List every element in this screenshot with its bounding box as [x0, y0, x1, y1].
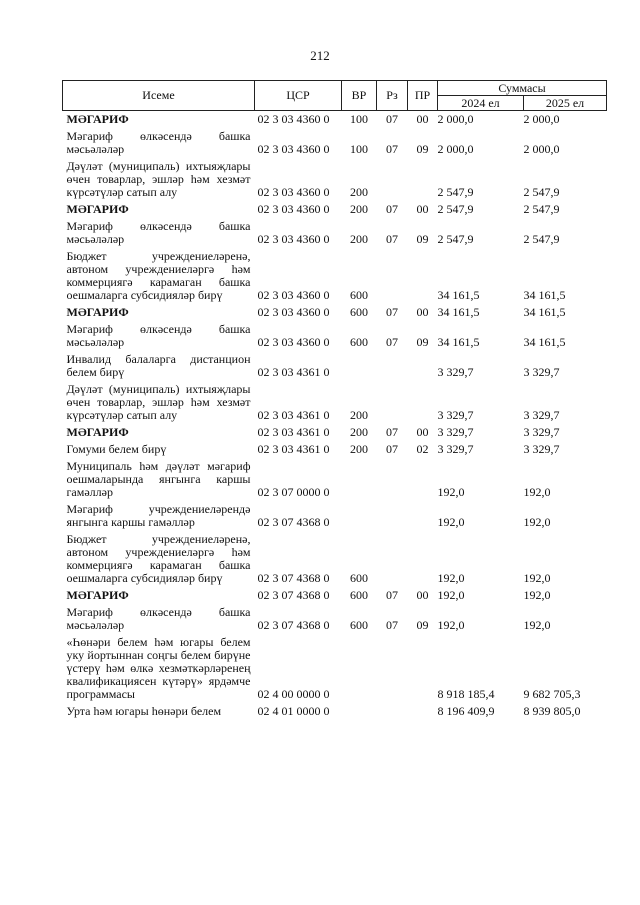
row-csr-code: 02 3 03 4361 0	[257, 442, 330, 456]
row-csr-code: 02 3 03 4360 0	[257, 112, 330, 126]
row-vr-code: 200	[350, 425, 368, 439]
table-row	[63, 351, 607, 381]
row-pr-code	[408, 634, 438, 703]
row-amount-2025: 192,0	[523, 515, 551, 529]
row-name: Гомуми белем бирү	[66, 442, 167, 456]
row-amount-2024: 2 000,0	[437, 112, 474, 126]
row-pr-code: 00	[416, 112, 429, 126]
row-amount-2024: 2 547,9	[437, 185, 474, 199]
row-amount-2024: 192,0	[437, 571, 465, 585]
row-vr-code	[342, 634, 377, 703]
row-rz-code	[377, 703, 408, 720]
row-csr-code: 02 3 03 4360 0	[257, 142, 330, 156]
row-pr-code	[408, 703, 438, 720]
table-row	[63, 703, 607, 720]
table-row	[63, 128, 607, 158]
row-csr-code: 02 3 07 4368 0	[257, 588, 330, 602]
table-row	[63, 304, 607, 321]
row-rz-code	[377, 634, 408, 703]
row-amount-2024: 192,0	[437, 588, 465, 602]
row-rz-code	[377, 501, 408, 531]
table-body	[63, 111, 607, 721]
table-row	[63, 158, 607, 201]
row-amount-2025: 2 547,9	[523, 185, 560, 199]
row-vr-code: 200	[350, 442, 368, 456]
row-name: Дәүләт (муниципаль) ихтыяҗлары өчен товарлар, эшләр һәм хезмәт күрсәтүләр сатып алу	[66, 382, 251, 422]
row-amount-2024: 8 918 185,4	[437, 687, 495, 701]
row-name: МӘГАРИФ	[66, 425, 129, 439]
header-rz: Рз	[377, 81, 408, 111]
header-csr: ЦСР	[255, 81, 342, 111]
row-rz-code	[377, 248, 408, 304]
row-rz-code	[377, 351, 408, 381]
table-row	[63, 381, 607, 424]
row-vr-code	[342, 351, 377, 381]
row-amount-2024: 192,0	[437, 618, 465, 632]
row-rz-code: 07	[386, 335, 398, 349]
row-name: Мәгариф учреждениеләрендә янгынга каршы гамәлләр	[66, 502, 251, 529]
row-amount-2025: 34 161,5	[523, 335, 566, 349]
row-csr-code: 02 3 03 4360 0	[257, 232, 330, 246]
row-amount-2024: 34 161,5	[437, 335, 480, 349]
row-vr-code: 600	[350, 571, 368, 585]
row-pr-code	[408, 531, 438, 587]
row-name: Мәгариф өлкәсендә башка мәсьәләләр	[66, 219, 251, 246]
table-row	[63, 587, 607, 604]
row-amount-2025: 3 329,7	[523, 365, 560, 379]
row-name: МӘГАРИФ	[66, 112, 129, 126]
header-vr: ВР	[342, 81, 377, 111]
row-name: Бюджет учреждениеләренә, автоном учреждениеләргә һәм коммерциягә карамаган башка оешмаларга субсидияләр бирү	[66, 532, 251, 585]
row-pr-code: 09	[416, 335, 429, 349]
row-vr-code: 200	[350, 202, 368, 216]
row-amount-2025: 192,0	[523, 571, 551, 585]
row-csr-code: 02 3 07 0000 0	[257, 485, 330, 499]
row-vr-code: 200	[350, 185, 368, 199]
row-pr-code	[408, 351, 438, 381]
header-year-2025: 2025 ел	[524, 96, 607, 111]
row-pr-code: 00	[416, 202, 429, 216]
row-name: Муниципаль һәм дәүләт мәгариф оешмаларында янгынга каршы гамәлләр	[66, 459, 251, 499]
row-pr-code	[408, 381, 438, 424]
row-name: Мәгариф өлкәсендә башка мәсьәләләр	[66, 322, 251, 349]
row-rz-code	[377, 158, 408, 201]
row-name: Мәгариф өлкәсендә башка мәсьәләләр	[66, 605, 251, 632]
row-pr-code: 02	[416, 442, 429, 456]
row-csr-code: 02 3 03 4360 0	[257, 202, 330, 216]
table-row	[63, 248, 607, 304]
header-year-2024: 2024 ел	[438, 96, 524, 111]
header-pr: ПР	[408, 81, 438, 111]
row-pr-code: 09	[416, 618, 429, 632]
row-rz-code: 07	[386, 425, 398, 439]
row-csr-code: 02 3 07 4368 0	[257, 515, 330, 529]
row-amount-2024: 2 547,9	[437, 202, 474, 216]
row-rz-code: 07	[386, 232, 398, 246]
header-sum: Суммасы	[438, 81, 607, 96]
row-pr-code: 00	[416, 425, 429, 439]
row-amount-2025: 34 161,5	[523, 305, 566, 319]
row-amount-2024: 3 329,7	[437, 442, 474, 456]
row-amount-2025: 9 682 705,3	[523, 687, 581, 701]
row-csr-code: 02 4 00 0000 0	[257, 687, 330, 701]
row-amount-2024: 2 000,0	[437, 142, 474, 156]
row-csr-code: 02 3 03 4360 0	[257, 185, 330, 199]
row-vr-code: 600	[350, 305, 368, 319]
row-name: МӘГАРИФ	[66, 588, 129, 602]
row-amount-2025: 2 000,0	[523, 112, 560, 126]
table-row	[63, 424, 607, 441]
row-amount-2025: 2 547,9	[523, 202, 560, 216]
row-amount-2024: 3 329,7	[437, 425, 474, 439]
row-vr-code: 600	[350, 588, 368, 602]
row-rz-code: 07	[386, 305, 398, 319]
row-pr-code: 09	[416, 142, 429, 156]
table-row	[63, 531, 607, 587]
row-vr-code: 200	[350, 408, 368, 422]
table-header	[63, 81, 607, 111]
row-amount-2024: 8 196 409,9	[437, 704, 495, 718]
row-amount-2025: 192,0	[523, 618, 551, 632]
row-name: МӘГАРИФ	[66, 305, 129, 319]
row-csr-code: 02 3 07 4368 0	[257, 618, 330, 632]
table-row	[63, 634, 607, 703]
row-rz-code: 07	[386, 112, 398, 126]
row-amount-2025: 192,0	[523, 485, 551, 499]
row-pr-code: 09	[416, 232, 429, 246]
row-csr-code: 02 3 07 4368 0	[257, 571, 330, 585]
header-name: Исеме	[63, 81, 255, 111]
table-row	[63, 321, 607, 351]
table-row	[63, 201, 607, 218]
row-pr-code	[408, 501, 438, 531]
row-vr-code: 600	[350, 288, 368, 302]
row-rz-code	[377, 458, 408, 501]
row-rz-code	[377, 381, 408, 424]
row-amount-2024: 192,0	[437, 515, 465, 529]
budget-table	[62, 80, 607, 720]
row-amount-2024: 34 161,5	[437, 305, 480, 319]
row-name: «Һөнәри белем һәм югары белем уку йортыннан соңгы белем бирүне үстерү һәм өлкә хезмәткәрләренең квалификациясен күтәрү» ярдәмче программасы	[66, 635, 251, 701]
table-row	[63, 218, 607, 248]
row-amount-2025: 3 329,7	[523, 442, 560, 456]
row-csr-code: 02 3 03 4361 0	[257, 365, 330, 379]
row-name: Бюджет учреждениеләренә, автоном учреждениеләргә һәм коммерциягә карамаган башка оешмаларга субсидияләр бирү	[66, 249, 251, 302]
row-amount-2025: 8 939 805,0	[523, 704, 581, 718]
row-amount-2024: 2 547,9	[437, 232, 474, 246]
row-amount-2024: 3 329,7	[437, 408, 474, 422]
table-row	[63, 111, 607, 129]
row-amount-2025: 192,0	[523, 588, 551, 602]
row-amount-2025: 34 161,5	[523, 288, 566, 302]
table-row	[63, 458, 607, 501]
row-csr-code: 02 3 03 4360 0	[257, 305, 330, 319]
row-rz-code: 07	[386, 588, 398, 602]
row-name: МӘГАРИФ	[66, 202, 129, 216]
row-amount-2024: 3 329,7	[437, 365, 474, 379]
row-pr-code	[408, 458, 438, 501]
row-csr-code: 02 3 03 4361 0	[257, 425, 330, 439]
row-vr-code	[342, 501, 377, 531]
row-amount-2025: 3 329,7	[523, 408, 560, 422]
table-row	[63, 501, 607, 531]
row-csr-code: 02 3 03 4361 0	[257, 408, 330, 422]
row-name: Инвалид балаларга дистанцион белем бирү	[66, 352, 251, 379]
row-csr-code: 02 3 03 4360 0	[257, 288, 330, 302]
row-pr-code	[408, 248, 438, 304]
table-row	[63, 441, 607, 458]
row-vr-code: 600	[350, 335, 368, 349]
page-number: 212	[310, 48, 330, 63]
row-vr-code: 100	[350, 112, 368, 126]
table-row	[63, 604, 607, 634]
row-rz-code	[377, 531, 408, 587]
row-amount-2025: 2 547,9	[523, 232, 560, 246]
row-vr-code: 100	[350, 142, 368, 156]
row-rz-code: 07	[386, 202, 398, 216]
row-pr-code: 00	[416, 588, 429, 602]
row-vr-code: 200	[350, 232, 368, 246]
row-rz-code: 07	[386, 442, 398, 456]
row-pr-code	[408, 158, 438, 201]
row-rz-code: 07	[386, 618, 398, 632]
row-rz-code: 07	[386, 142, 398, 156]
row-csr-code: 02 3 03 4360 0	[257, 335, 330, 349]
row-amount-2025: 3 329,7	[523, 425, 560, 439]
row-amount-2025: 2 000,0	[523, 142, 560, 156]
row-pr-code: 00	[416, 305, 429, 319]
row-csr-code: 02 4 01 0000 0	[257, 704, 330, 718]
row-name: Урта һәм югары һөнәри белем	[66, 704, 222, 718]
row-name: Мәгариф өлкәсендә башка мәсьәләләр	[66, 129, 251, 156]
row-vr-code	[342, 703, 377, 720]
row-vr-code: 600	[350, 618, 368, 632]
row-amount-2024: 34 161,5	[437, 288, 480, 302]
row-vr-code	[342, 458, 377, 501]
row-name: Дәүләт (муниципаль) ихтыяҗлары өчен товарлар, эшләр һәм хезмәт күрсәтүләр сатып алу	[66, 159, 251, 199]
row-amount-2024: 192,0	[437, 485, 465, 499]
